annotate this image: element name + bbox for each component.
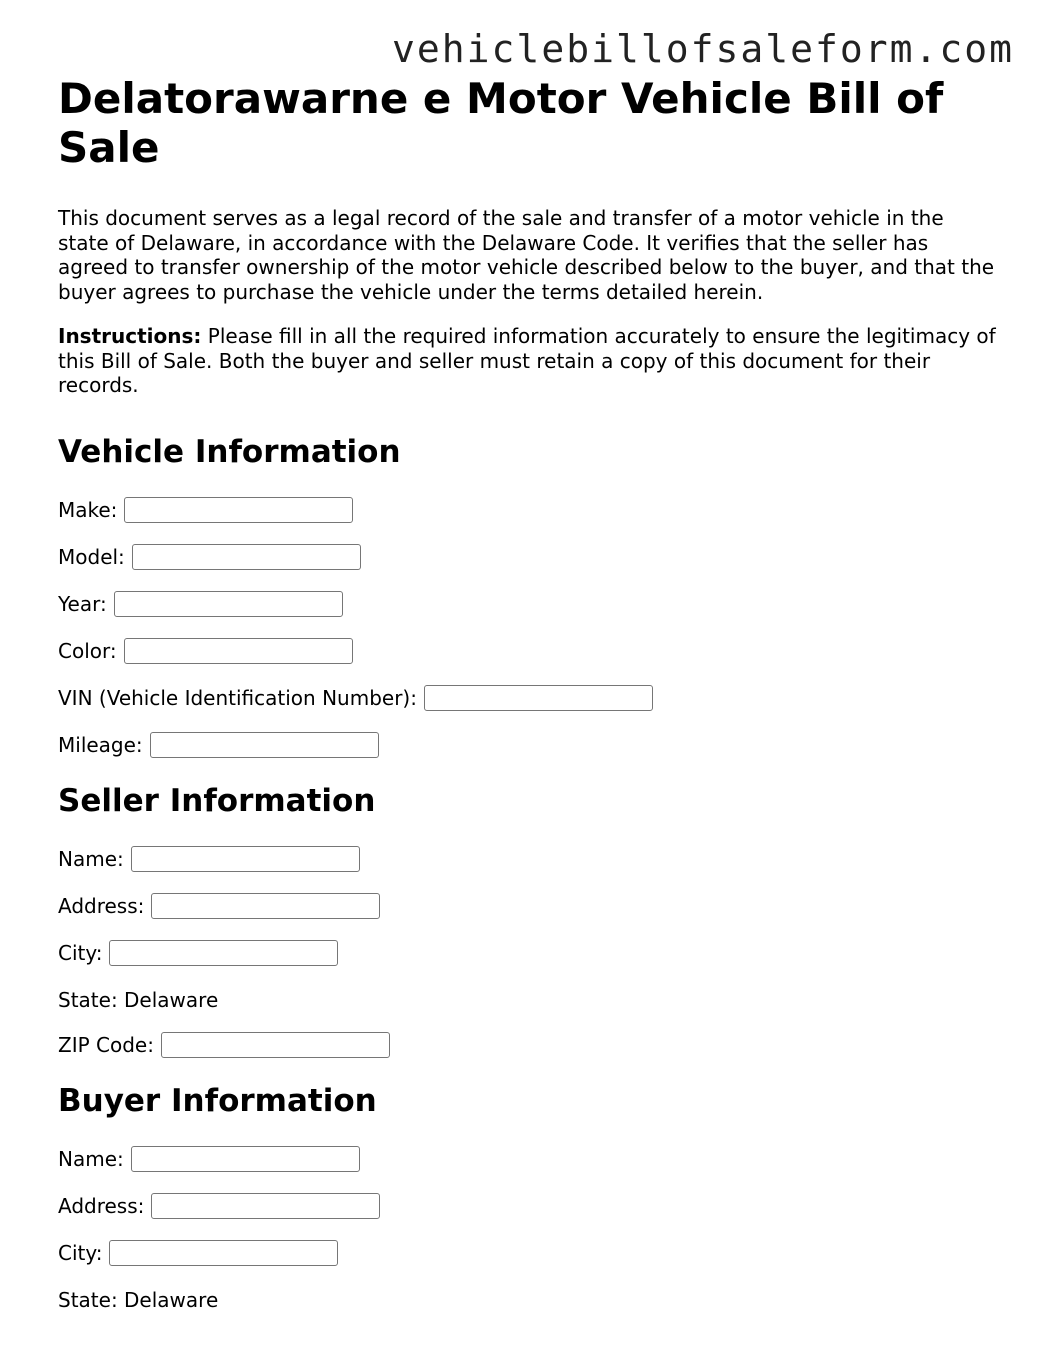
seller-zip-input[interactable] — [161, 1032, 390, 1058]
year-label: Year: — [58, 591, 107, 616]
make-label: Make: — [58, 497, 118, 522]
page-title: Delatorawarne e Motor Vehicle Bill of Sale — [58, 74, 944, 172]
vin-label: VIN (Vehicle Identification Number): — [58, 685, 417, 710]
bill-of-sale-form — [58, 74, 998, 1315]
seller-zip-label: ZIP Code: — [58, 1032, 154, 1057]
seller-address-label: Address: — [58, 893, 145, 918]
seller-name-label: Name: — [58, 846, 124, 871]
vin-input[interactable] — [424, 685, 653, 711]
model-input[interactable] — [132, 544, 361, 570]
site-watermark: vehiclebillofsaleform.com — [392, 27, 1014, 71]
vin-field — [58, 683, 998, 713]
color-field — [58, 636, 998, 666]
instructions-label: Instructions: — [58, 324, 202, 348]
instructions-text: Please fill in all the required information accurately to ensure the legitimacy of this Bill of Sale. Both the buyer and seller must retain a copy of this document for their records. — [58, 324, 996, 397]
buyer-section — [58, 1083, 998, 1315]
buyer-state-text: State: Delaware — [58, 1287, 219, 1312]
seller-address-input[interactable] — [151, 893, 380, 919]
intro-paragraph: This document serves as a legal record of the sale and transfer of a motor vehicle in the state of Delaware, in accordance with the Delaware Code. It verifies that the seller has agreed to transfer ownership of the motor vehicle described below to the buyer, and that the buyer agrees to purchase the vehicle under the terms detailed herein. — [58, 206, 995, 304]
seller-state-text: State: Delaware — [58, 987, 219, 1012]
buyer-address-field — [58, 1191, 998, 1221]
buyer-heading: Buyer Information — [58, 1082, 377, 1119]
make-input[interactable] — [124, 497, 353, 523]
buyer-name-field — [58, 1144, 998, 1174]
buyer-name-label: Name: — [58, 1146, 124, 1171]
seller-section — [58, 783, 998, 1060]
seller-name-field — [58, 844, 998, 874]
make-field — [58, 495, 998, 525]
instructions-paragraph — [58, 324, 998, 398]
vehicle-section — [58, 434, 998, 760]
buyer-city-label: City: — [58, 1240, 103, 1265]
year-field — [58, 589, 998, 619]
buyer-address-input[interactable] — [151, 1193, 380, 1219]
buyer-address-label: Address: — [58, 1193, 145, 1218]
seller-city-field — [58, 938, 998, 968]
seller-city-input[interactable] — [109, 940, 338, 966]
color-input[interactable] — [124, 638, 353, 664]
seller-address-field — [58, 891, 998, 921]
color-label: Color: — [58, 638, 117, 663]
seller-heading: Seller Information — [58, 782, 376, 819]
model-label: Model: — [58, 544, 125, 569]
seller-city-label: City: — [58, 940, 103, 965]
mileage-input[interactable] — [150, 732, 379, 758]
buyer-city-input[interactable] — [109, 1240, 338, 1266]
buyer-city-field — [58, 1238, 998, 1268]
vehicle-heading: Vehicle Information — [58, 433, 401, 470]
seller-zip-field — [58, 1030, 998, 1060]
year-input[interactable] — [114, 591, 343, 617]
model-field — [58, 542, 998, 572]
mileage-label: Mileage: — [58, 732, 143, 757]
mileage-field — [58, 730, 998, 760]
seller-name-input[interactable] — [131, 846, 360, 872]
buyer-name-input[interactable] — [131, 1146, 360, 1172]
